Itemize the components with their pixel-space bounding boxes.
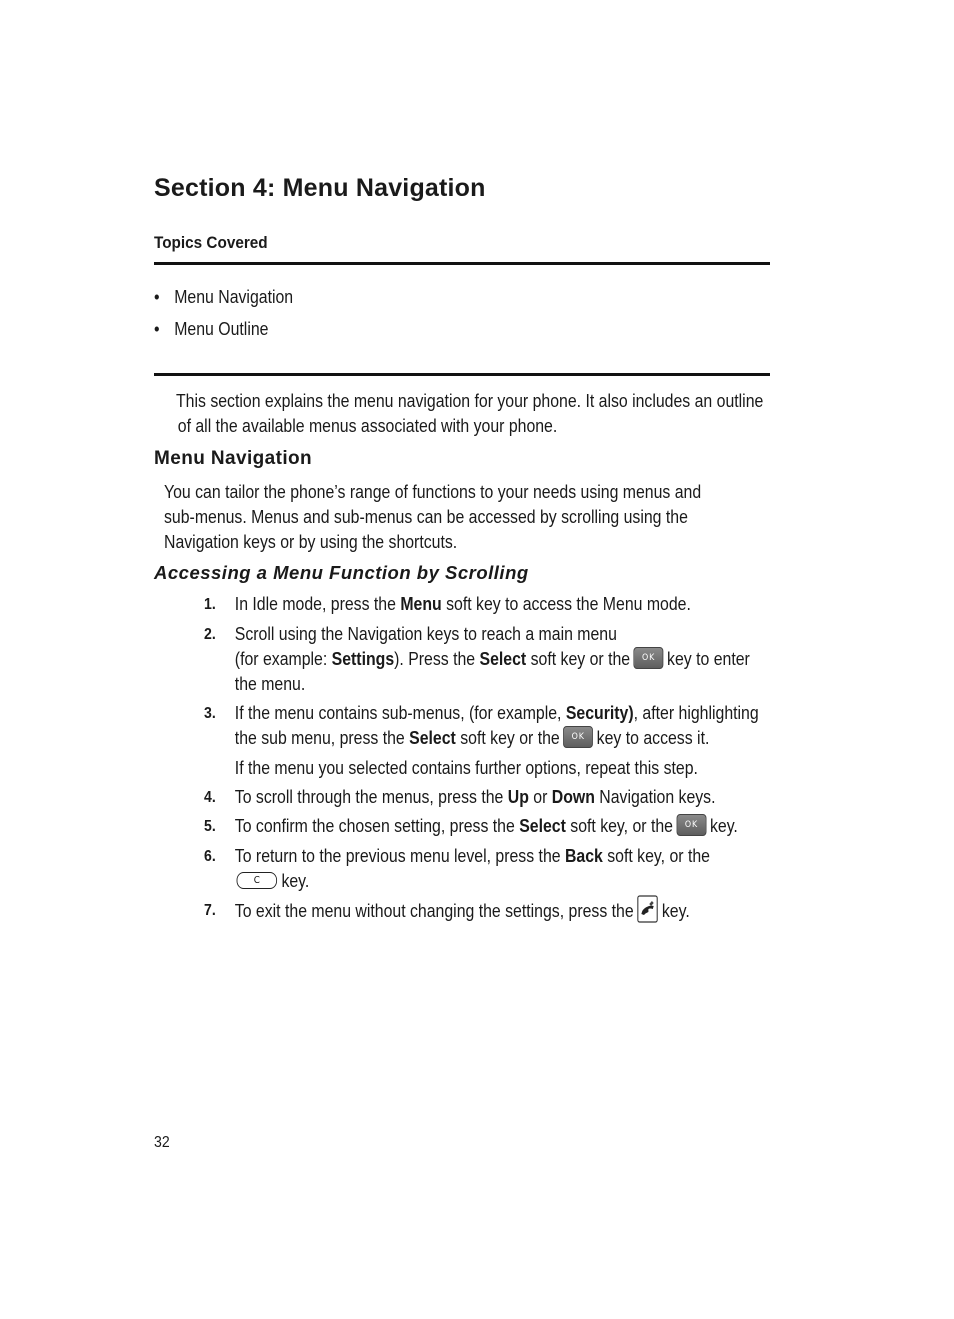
step-text: soft key, or the (565, 816, 673, 836)
ok-key-icon: OK (677, 814, 707, 836)
paragraph-line: sub-menus. Menus and sub-menus can be accessed by scrolling using the (164, 507, 688, 527)
ok-key-icon: OK (634, 647, 664, 669)
menu-name: Settings (331, 649, 395, 669)
step-text: soft key or the (455, 728, 560, 748)
step-text: , after highlighting (633, 703, 759, 723)
step-text: To confirm the chosen setting, press the (234, 816, 520, 836)
section-title: Section 4: Menu Navigation (154, 174, 486, 202)
step-text: ). Press the (394, 649, 480, 669)
step-number: 1. (204, 596, 216, 613)
step-text: soft key or the (526, 649, 631, 669)
step-number: 6. (204, 848, 216, 865)
paragraph-line: You can tailor the phone’s range of functions to your needs using menus and (164, 482, 702, 502)
key-name: Select (409, 728, 456, 748)
end-key-icon (637, 895, 658, 923)
step-text: or (528, 787, 552, 807)
step-number: 5. (204, 818, 216, 835)
bullet: • (154, 287, 160, 307)
clear-key-icon: C (237, 872, 277, 889)
topics-list-item (154, 319, 293, 351)
accessing-heading: Accessing a Menu Function by Scrolling (154, 562, 529, 583)
step-number: 2. (204, 626, 216, 643)
step-text: To scroll through the menus, press the (234, 787, 508, 807)
step-text: To exit the menu without changing the settings, press the (234, 900, 634, 921)
step-text: key to access it. (596, 728, 710, 748)
step-text: key. (281, 871, 310, 891)
menu-navigation-heading: Menu Navigation (154, 448, 313, 469)
page-number: 32 (154, 1134, 170, 1151)
key-name: Back (564, 846, 603, 866)
step-note: If the menu you selected contains further options, repeat this step. (234, 758, 698, 778)
step-text: In Idle mode, press the (234, 594, 401, 614)
step-text: (for example: (234, 649, 332, 669)
topics-list-item (154, 287, 293, 319)
ok-key-icon: OK (563, 726, 593, 748)
step-text: key to enter (667, 649, 750, 669)
step-text: the menu. (234, 674, 306, 694)
topic-label: Menu Navigation (174, 287, 294, 307)
intro-line: This section explains the menu navigation for your phone. It also includes an outline (176, 391, 764, 411)
topics-covered-label: Topics Covered (154, 233, 268, 252)
paragraph-line: Navigation keys or by using the shortcuts. (164, 532, 458, 552)
key-name: Up (507, 787, 529, 807)
step-number: 7. (204, 902, 216, 919)
step-text: soft key, or the (602, 846, 710, 866)
intro-paragraph (176, 389, 774, 439)
key-name: Menu (400, 594, 442, 614)
menu-name: Security) (565, 703, 634, 723)
step-text: Navigation keys. (594, 787, 716, 807)
step-text: If the menu contains sub-menus, (for example, (234, 703, 566, 723)
step-number: 3. (204, 705, 216, 722)
step-number: 4. (204, 789, 216, 806)
step-text: soft key to access the Menu mode. (441, 594, 691, 614)
step-text: key. (661, 900, 690, 921)
topics-list (154, 287, 312, 351)
step-text: the sub menu, press the (234, 728, 410, 748)
step-text: Scroll using the Navigation keys to reach a main menu (234, 624, 617, 644)
topics-bottom-rule (154, 373, 770, 376)
topic-label: Menu Outline (174, 319, 269, 339)
topics-top-rule (154, 262, 770, 265)
bullet: • (154, 319, 160, 339)
intro-line: of all the available menus associated with your phone. (177, 416, 558, 436)
key-name: Down (551, 787, 595, 807)
key-name: Select (479, 649, 527, 669)
menu-navigation-paragraph (164, 480, 762, 555)
step-text: key. (709, 816, 738, 836)
step-text: To return to the previous menu level, press the (234, 846, 565, 866)
key-name: Select (519, 816, 566, 836)
